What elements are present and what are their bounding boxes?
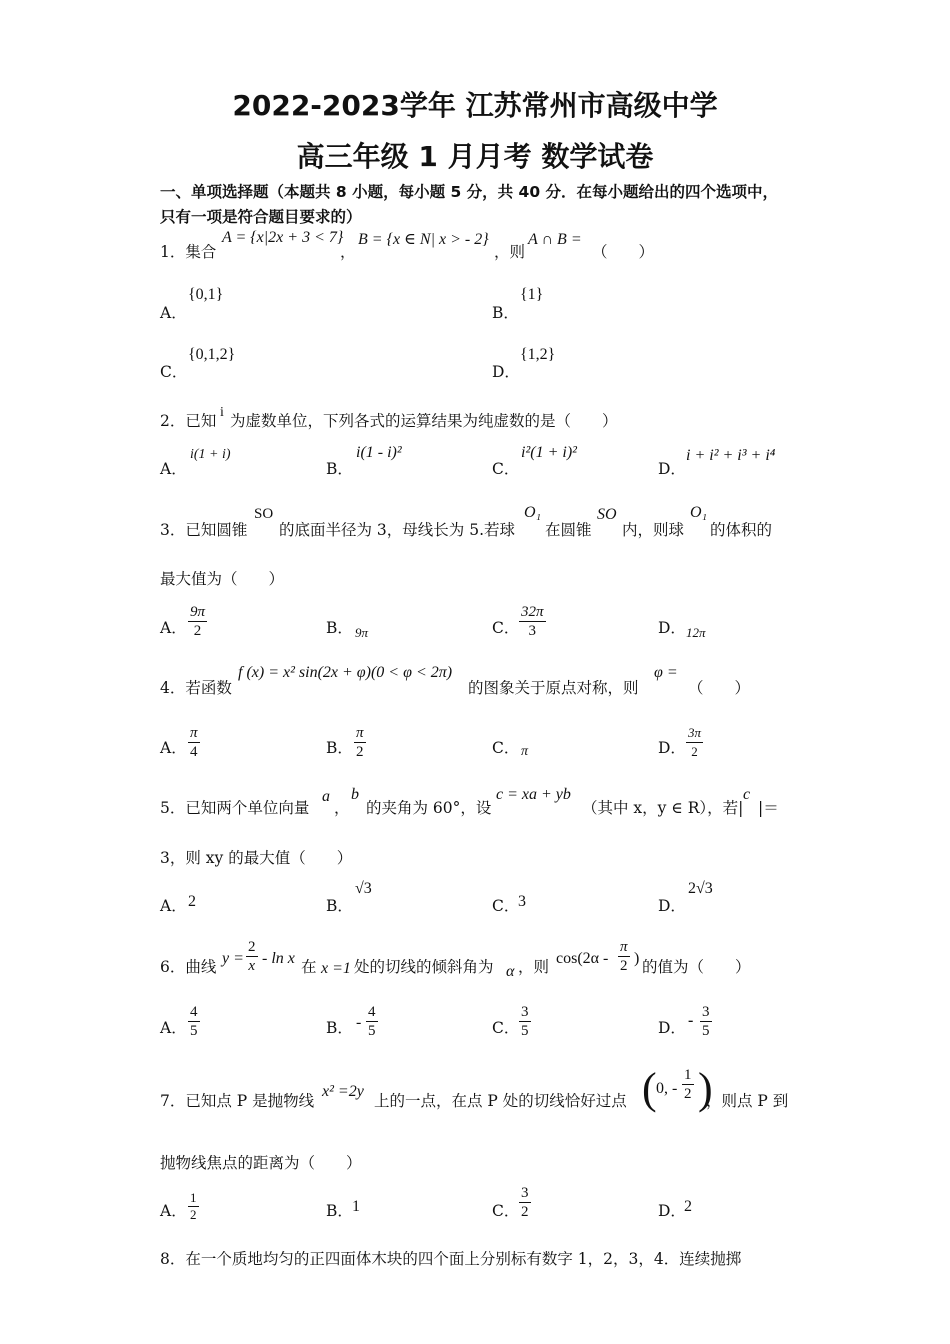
q6-option-d-den: 5 <box>702 1023 710 1039</box>
q7-point-paren-left: ( <box>642 1064 657 1113</box>
q6-alpha: α <box>506 963 515 980</box>
q7-option-b-label: B． <box>326 1202 353 1220</box>
q1-option-b[interactable]: {1} <box>520 286 544 303</box>
q6-option-b[interactable] <box>366 1003 378 1040</box>
q4-option-b-label: B． <box>326 739 353 757</box>
q6-x-eq: x =1 <box>321 960 351 977</box>
q4-option-c-label: C． <box>492 739 520 757</box>
q7-option-c-den: 2 <box>521 1204 529 1220</box>
q4-option-c[interactable]: π <box>521 744 529 759</box>
q5-stem-b: 的夹角为 60°，设 <box>366 799 492 817</box>
q1-sep: ， <box>340 243 356 261</box>
q6-option-d[interactable] <box>700 1003 712 1040</box>
q5-vector-c-expr: c = xa + yb <box>496 786 571 803</box>
q6-stem-d: ，则 <box>518 958 550 976</box>
section-heading-line1: 一、单项选择题（本题共 8 小题，每小题 5 分，共 40 分．在每小题给出的四个选项中， <box>160 183 779 201</box>
q7-option-c-num: 3 <box>521 1185 529 1201</box>
q4-option-b-den: 2 <box>356 744 364 760</box>
q3-option-a[interactable] <box>188 603 207 640</box>
q3-stem-c: 在圆锥 <box>545 521 592 539</box>
q7-option-c[interactable] <box>519 1184 531 1221</box>
q6-stem-e: 的值为（ ） <box>642 958 751 976</box>
q4-stem: 4．若函数 <box>160 679 232 697</box>
q2-option-a[interactable]: i(1 + i) <box>190 447 231 462</box>
q3-cone-so: SO <box>254 506 274 522</box>
q4-phi: φ = <box>654 664 678 681</box>
q6-frac-den: x <box>248 958 256 974</box>
q6-option-d-sign: - <box>688 1012 694 1029</box>
q6-stem: 6．曲线 <box>160 958 217 976</box>
q3-option-c[interactable] <box>519 603 546 640</box>
q7-point-a: 0, - <box>656 1080 678 1097</box>
q6-option-a[interactable] <box>188 1003 200 1040</box>
q2-option-d[interactable]: i + i² + i³ + i⁴ <box>686 447 776 464</box>
q6-option-b-den: 5 <box>368 1023 376 1039</box>
q2-option-b-label: B． <box>326 460 353 478</box>
q5-stem-c: （其中 x，y ∈ R），若| <box>582 799 744 817</box>
q6-stem-c: 处的切线的倾斜角为 <box>354 958 494 976</box>
q6-option-c[interactable] <box>519 1003 531 1040</box>
q3-option-d[interactable]: 12π <box>686 625 706 640</box>
q4-option-b[interactable] <box>354 724 366 761</box>
q7-point-num: 1 <box>684 1067 692 1083</box>
q1-set-b: B = {x ∈ N| x > - 2} <box>358 231 489 248</box>
q7-parabola: x² =2y <box>322 1083 364 1100</box>
q1-option-d-label: D． <box>492 363 520 381</box>
q3-sphere-o1-2: O₁ <box>690 504 708 521</box>
q4-option-b-num: π <box>356 725 364 741</box>
q7-point-den: 2 <box>684 1086 692 1102</box>
q3-stem-d: 内，则球 <box>622 521 685 539</box>
q2-option-b[interactable]: i(1 - i)² <box>356 444 402 461</box>
q6-cos-b: ) <box>634 950 640 967</box>
q6-ln-term: - ln x <box>262 950 295 967</box>
q6-option-c-num: 3 <box>521 1004 529 1020</box>
q4-option-a-label: A． <box>160 739 187 757</box>
q2-stem-b: 为虚数单位，下列各式的运算结果为纯虚数的是（ ） <box>230 412 618 430</box>
q3-stem-e: 的体积的 <box>710 521 773 539</box>
q3-stem-line2: 最大值为（ ） <box>160 570 285 588</box>
q6-option-d-label: D． <box>658 1019 686 1037</box>
q5-vector-c: c <box>743 786 751 803</box>
q5-vector-b: b <box>351 786 359 803</box>
q6-option-a-den: 5 <box>190 1023 198 1039</box>
q6-option-d-num: 3 <box>702 1004 710 1020</box>
q3-option-c-num: 32π <box>521 604 544 620</box>
q7-stem-b: 上的一点，在点 P 处的切线恰好过点 <box>374 1092 627 1110</box>
q3-stem: 3．已知圆锥 <box>160 521 248 539</box>
q2-option-c[interactable]: i²(1 + i)² <box>521 444 577 461</box>
q6-cos-den: 2 <box>620 958 628 974</box>
q5-option-c[interactable]: 3 <box>518 893 526 910</box>
q3-option-d-label: D． <box>658 619 686 637</box>
q3-sphere-o1: O₁ <box>524 504 542 521</box>
exam-title-line1: 2022-2023学年 江苏常州市高级中学 <box>232 89 718 122</box>
q4-paren: （ ） <box>688 679 751 697</box>
q6-stem-b: 在 <box>301 958 317 976</box>
section-heading-line2: 只有一项是符合题目要求的） <box>160 208 362 226</box>
q7-point-paren-right: ) <box>698 1064 713 1113</box>
q6-option-b-label: B． <box>326 1019 353 1037</box>
q8-stem: 8．在一个质地均匀的正四面体木块的四个面上分别标有数字 1，2，3，4．连续抛掷 <box>160 1250 742 1268</box>
q3-stem-b: 的底面半径为 3，母线长为 5.若球 <box>279 521 516 539</box>
q7-option-a-label: A． <box>160 1202 187 1220</box>
q3-option-a-label: A． <box>160 619 187 637</box>
q6-cos-fraction <box>618 938 630 975</box>
q1-stem: 1．集合 <box>160 243 217 261</box>
exam-title-line2: 高三年级 1 月月考 数学试卷 <box>296 140 654 173</box>
q7-option-b[interactable]: 1 <box>352 1198 360 1215</box>
q4-stem-b: 的图象关于原点对称，则 <box>468 679 639 697</box>
q3-option-c-label: C． <box>492 619 520 637</box>
q4-function: f (x) = x² sin(2x + φ)(0 < φ < 2π) <box>238 664 453 681</box>
q2-i-symbol: i <box>220 405 224 420</box>
q4-option-d-num: 3π <box>686 724 703 743</box>
q1-option-c[interactable]: {0,1,2} <box>188 346 236 363</box>
q1-paren: （ ） <box>592 243 655 261</box>
q6-option-b-sign: - <box>356 1014 362 1031</box>
q5-option-b[interactable]: √3 <box>355 880 372 897</box>
q6-option-c-label: C． <box>492 1019 520 1037</box>
q1-set-a: A = {x|2x + 3 < 7} <box>222 229 344 246</box>
q5-stem: 5．已知两个单位向量 <box>160 799 310 817</box>
q4-option-a-den: 4 <box>190 744 198 760</box>
q5-option-c-label: C． <box>492 897 520 915</box>
q4-option-d-label: D． <box>658 739 686 757</box>
q1-option-a-label: A． <box>160 304 187 322</box>
q1-option-c-label: C． <box>160 363 188 381</box>
q2-stem: 2．已知 <box>160 412 217 430</box>
q5-option-d-label: D． <box>658 897 686 915</box>
q6-cos-a: cos(2α - <box>556 950 609 967</box>
q7-stem: 7．已知点 P 是抛物线 <box>160 1092 315 1110</box>
q7-point-fraction <box>682 1066 694 1103</box>
q5-option-b-label: B． <box>326 897 353 915</box>
q5-sep: ， <box>334 799 350 817</box>
q6-y-eq: y = <box>222 950 244 967</box>
q2-option-a-label: A． <box>160 460 187 478</box>
q5-option-a[interactable]: 2 <box>188 893 196 910</box>
q3-option-b-label: B． <box>326 619 353 637</box>
q1-option-b-label: B． <box>492 304 519 322</box>
q6-fraction <box>246 938 258 975</box>
q5-option-a-label: A． <box>160 897 187 915</box>
q7-option-a-den: 2 <box>190 1207 197 1222</box>
q6-frac-num: 2 <box>248 939 256 955</box>
q4-option-d-den: 2 <box>691 744 698 759</box>
q3-cone-so-2: SO <box>597 506 617 523</box>
q7-stem-line2: 抛物线焦点的距离为（ ） <box>160 1154 362 1172</box>
q3-option-a-num: 9π <box>190 604 206 620</box>
q3-option-a-den: 2 <box>193 623 202 639</box>
q7-option-a-num: 1 <box>190 1190 197 1205</box>
q7-stem-c: ，则点 P 到 <box>706 1092 789 1110</box>
q7-option-d[interactable]: 2 <box>684 1198 692 1215</box>
q7-option-c-label: C． <box>492 1202 520 1220</box>
q5-stem-line2: 3，则 xy 的最大值（ ） <box>160 849 353 867</box>
q6-option-a-num: 4 <box>190 1004 198 1020</box>
q1-intersection: A ∩ B = <box>528 231 582 248</box>
q3-option-c-den: 3 <box>528 623 536 639</box>
q6-option-a-label: A． <box>160 1019 187 1037</box>
q6-option-b-num: 4 <box>368 1004 376 1020</box>
q5-option-d[interactable]: 2√3 <box>688 880 713 897</box>
q2-option-d-label: D． <box>658 460 686 478</box>
q6-option-c-den: 5 <box>521 1023 529 1039</box>
q4-option-a-num: π <box>190 725 198 741</box>
q4-option-a[interactable] <box>188 724 200 761</box>
q6-cos-num: π <box>620 939 628 955</box>
q3-option-b[interactable]: 9π <box>355 625 369 640</box>
q4-option-d[interactable] <box>686 724 703 761</box>
q7-option-d-label: D． <box>658 1202 686 1220</box>
q1-stem-b: ，则 <box>494 243 526 261</box>
q5-stem-d: |＝ <box>758 799 779 817</box>
q1-option-a[interactable]: {0,1} <box>188 286 224 303</box>
q1-option-d[interactable]: {1,2} <box>520 346 556 363</box>
q2-option-c-label: C． <box>492 460 520 478</box>
q5-vector-a: a <box>322 788 330 805</box>
q7-option-a[interactable] <box>188 1190 199 1223</box>
